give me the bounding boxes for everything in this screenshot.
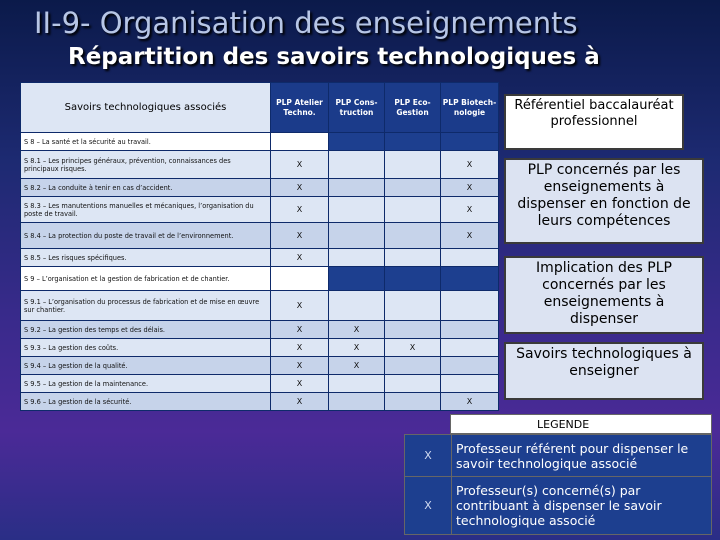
mark-cell [385,151,441,179]
mark-cell [329,197,385,223]
mark-cell: X [385,339,441,357]
mark-cell [385,357,441,375]
savoir-label: S 9.2 – La gestion des temps et des délais. [21,321,271,339]
table-row [21,357,499,375]
savoirs-text: Savoirs technologiques à enseigner [516,346,692,379]
mark-cell [329,133,385,151]
mark-cell [441,321,499,339]
table-row [21,339,499,357]
savoir-label: S 9 – L’organisation et la gestion de fabrication et de chantier. [21,267,271,291]
savoir-label: S 9.5 – La gestion de la maintenance. [21,375,271,393]
mark-cell: X [441,197,499,223]
mark-cell: X [271,339,329,357]
implication-box [504,256,704,334]
savoirs-table [20,82,499,411]
mark-cell: X [441,179,499,197]
table-header-row [21,83,499,133]
mark-cell: X [271,375,329,393]
mark-cell: X [329,339,385,357]
table-row [21,291,499,321]
referentiel-text: Référentiel baccalauréat professionnel [514,98,674,129]
legend-row [405,435,712,477]
mark-cell [385,321,441,339]
mark-cell [385,249,441,267]
savoir-label: S 9.1 – L’organisation du processus de fabrication et de mise en œuvre sur chantier. [21,291,271,321]
savoir-label: S 9.4 – La gestion de la qualité. [21,357,271,375]
table-row [21,267,499,291]
savoir-label: S 8.1 – Les principes généraux, prévention, connaissances des principaux risques. [21,151,271,179]
savoir-label: S 9.6 – La gestion de la sécurité. [21,393,271,411]
mark-cell [385,197,441,223]
mark-cell [385,393,441,411]
legend-symbol: X [405,435,452,477]
mark-cell [329,375,385,393]
mark-cell: X [441,393,499,411]
mark-cell [271,133,329,151]
mark-cell [441,133,499,151]
plp-concernes-box [504,158,704,244]
savoirs-box [504,342,704,400]
savoir-label: S 8.4 – La protection du poste de travail et de l’environnement. [21,223,271,249]
table-row [21,179,499,197]
mark-cell [329,393,385,411]
mark-cell: X [271,393,329,411]
slide-subtitle: Répartition des savoirs technologiques à [68,44,600,70]
mark-cell [329,267,385,291]
mark-cell [329,291,385,321]
mark-cell: X [271,249,329,267]
legend-text: Professeur référent pour dispenser le savoir technologique associé [452,435,712,477]
legend-symbol: X [405,477,452,535]
mark-cell: X [329,321,385,339]
referentiel-box [504,94,684,150]
table-row [21,375,499,393]
mark-cell [329,249,385,267]
mark-cell [441,249,499,267]
mark-cell: X [271,151,329,179]
mark-cell [329,151,385,179]
savoir-label: S 8.3 – Les manutentions manuelles et mécaniques, l’organisation du poste de travail. [21,197,271,223]
mark-cell: X [441,223,499,249]
implication-text: Implication des PLP concernés par les enseignements à dispenser [536,260,672,327]
table-row [21,249,499,267]
mark-cell [385,179,441,197]
table-row [21,223,499,249]
savoir-label: S 9.3 – La gestion des coûts. [21,339,271,357]
legend-title: LEGENDE [450,414,712,434]
mark-cell: X [271,179,329,197]
table-row [21,133,499,151]
mark-cell: X [271,223,329,249]
header-plp-atelier: PLP Atelier Techno. [271,83,329,133]
header-plp-construction: PLP Cons-truction [329,83,385,133]
mark-cell: X [271,291,329,321]
savoir-label: S 8.5 – Les risques spécifiques. [21,249,271,267]
mark-cell [385,267,441,291]
mark-cell [329,179,385,197]
table-row [21,197,499,223]
mark-cell [441,357,499,375]
mark-cell [385,291,441,321]
header-plp-eco-gestion: PLP Eco-Gestion [385,83,441,133]
mark-cell [271,267,329,291]
savoir-label: S 8 – La santé et la sécurité au travail. [21,133,271,151]
mark-cell: X [329,357,385,375]
mark-cell [385,133,441,151]
table-row [21,393,499,411]
plp-concernes-text: PLP concernés par les enseignements à dispenser en fonction de leurs compétences [517,162,691,229]
mark-cell [441,339,499,357]
mark-cell [441,291,499,321]
mark-cell: X [271,197,329,223]
mark-cell [441,375,499,393]
savoir-label: S 8.2 – La conduite à tenir en cas d’accident. [21,179,271,197]
mark-cell [385,375,441,393]
mark-cell: X [271,357,329,375]
mark-cell [329,223,385,249]
mark-cell: X [441,151,499,179]
table-row [21,321,499,339]
legend-table [404,434,712,535]
legend-row [405,477,712,535]
mark-cell [385,223,441,249]
slide-title: II-9- Organisation des enseignements [34,6,578,40]
header-plp-biotechnologie: PLP Biotech-nologie [441,83,499,133]
legend-text: Professeur(s) concerné(s) par contribuant à dispenser le savoir technologique associé [452,477,712,535]
header-savoirs: Savoirs technologiques associés [21,83,271,133]
mark-cell [441,267,499,291]
mark-cell: X [271,321,329,339]
table-row [21,151,499,179]
